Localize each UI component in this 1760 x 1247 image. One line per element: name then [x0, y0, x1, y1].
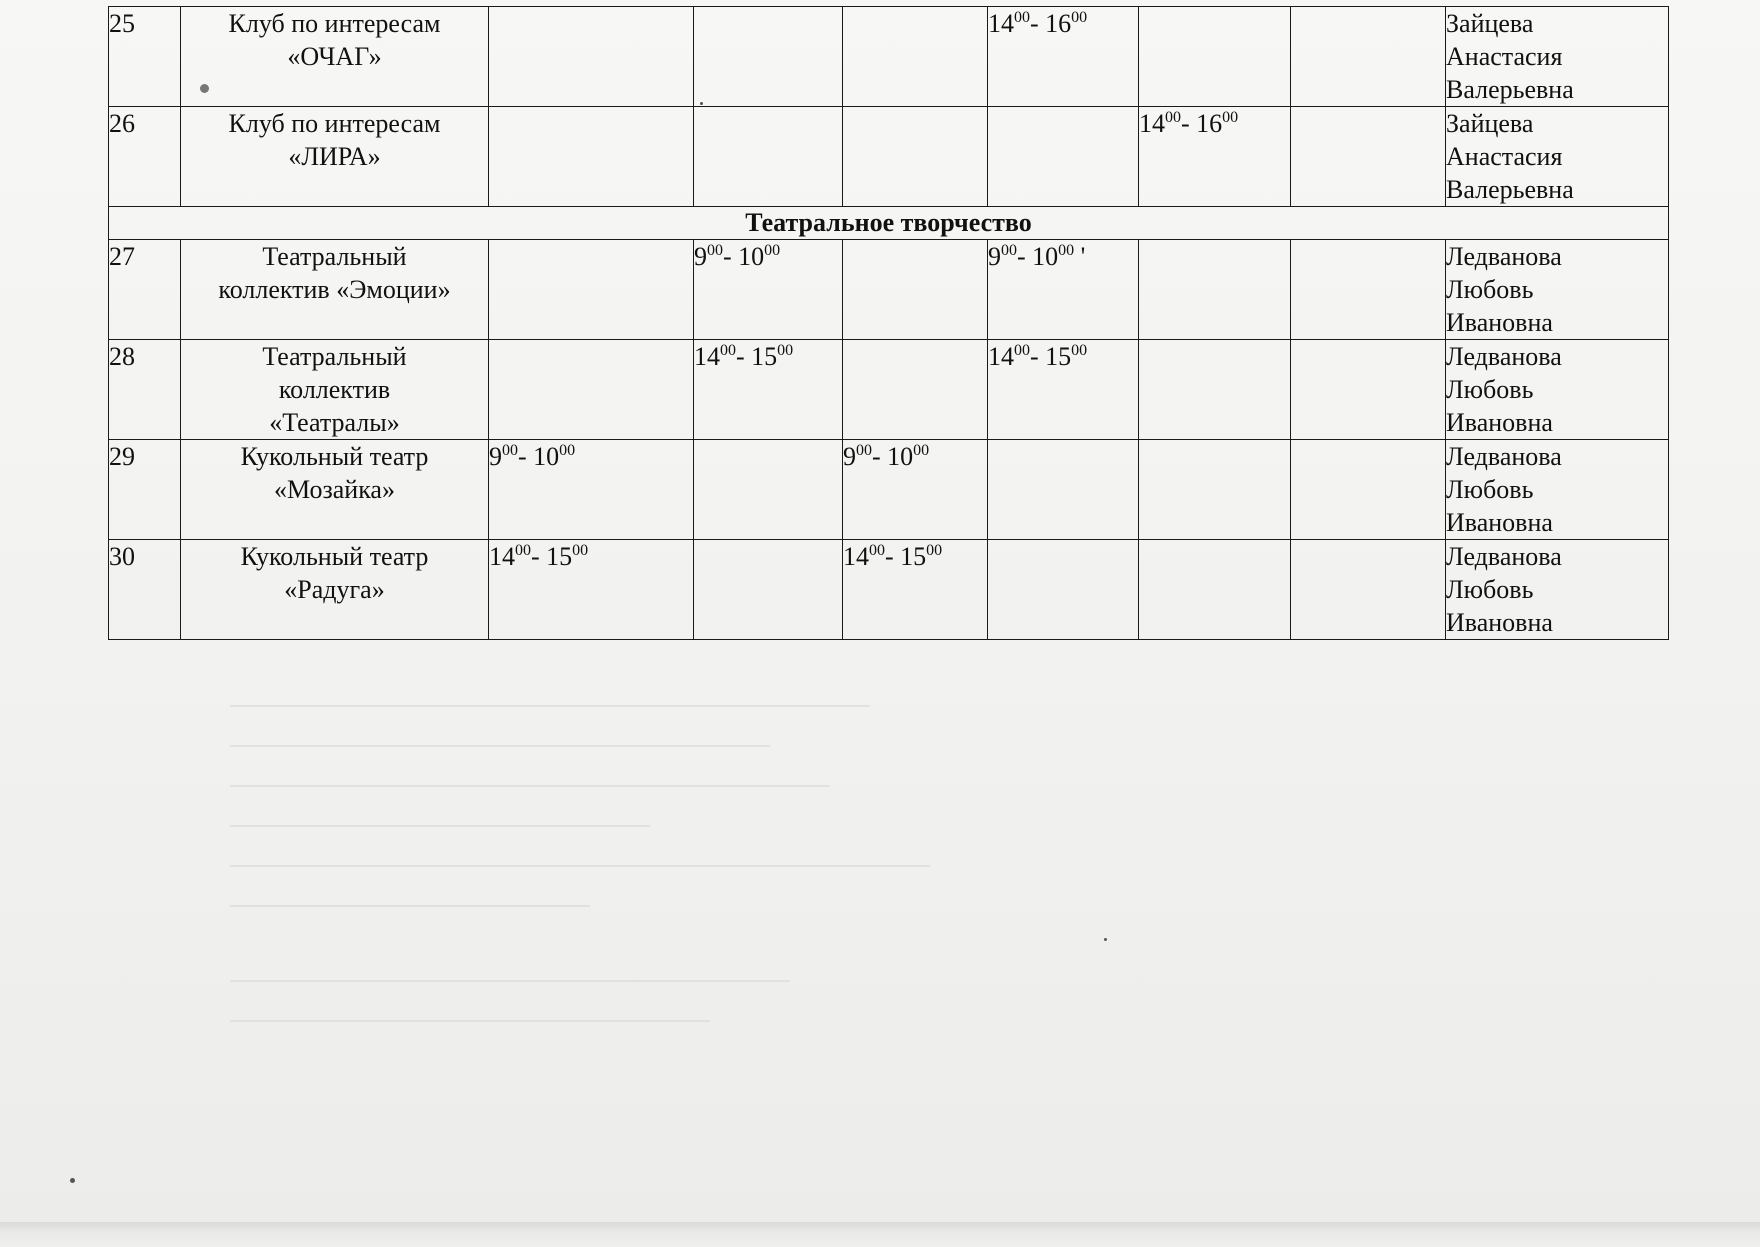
activity-name-line: Клуб по интересам: [228, 109, 441, 138]
empty-time-cell: [489, 340, 694, 440]
row-number: 29: [109, 440, 181, 540]
activity-name: [181, 440, 489, 540]
teacher-name-line: Ивановна: [1446, 308, 1553, 337]
empty-time-cell: [988, 440, 1139, 540]
empty-time-cell: [694, 540, 843, 640]
time-range: $14^{00}-$ $16^{00}$: [988, 9, 1088, 38]
section-title: Театральное творчество: [109, 207, 1669, 240]
activity-name-line: Кукольный театр: [240, 442, 429, 471]
time-cell: [694, 240, 843, 340]
minutes-start: 00: [1014, 9, 1030, 26]
table-row: [109, 7, 1669, 107]
empty-time-cell: [843, 240, 988, 340]
time-cell: [489, 540, 694, 640]
time-range: $14^{00}-$ $15^{00}$: [843, 542, 943, 571]
time-range: $14^{00}-$ $15^{00}$: [489, 542, 589, 571]
minutes-start: 00: [1001, 242, 1017, 259]
bleed-through-line: [230, 865, 930, 867]
minutes-start: 00: [515, 542, 531, 559]
teacher-name-line: Анастасия: [1446, 142, 1563, 171]
time-range: $14^{00}-$ $16^{00}$: [1139, 109, 1239, 138]
minutes-end: 00: [559, 442, 576, 459]
teacher-name-line: Валерьевна: [1446, 75, 1574, 104]
empty-time-cell: [1139, 240, 1291, 340]
teacher-name: [1446, 107, 1669, 207]
teacher-name: [1446, 540, 1669, 640]
bleed-through-line: [230, 1020, 710, 1022]
teacher-name-line: Ивановна: [1446, 408, 1553, 437]
bleed-through-line: [230, 705, 870, 707]
teacher-name-line: Любовь: [1446, 475, 1534, 504]
section-row: [109, 207, 1669, 240]
minutes-start: 00: [856, 442, 872, 459]
time-cell: [988, 240, 1139, 340]
activity-name: [181, 540, 489, 640]
activity-name: [181, 240, 489, 340]
bleed-through-line: [230, 745, 770, 747]
time-cell: [489, 440, 694, 540]
teacher-name-line: Ледванова: [1446, 542, 1562, 571]
empty-time-cell: [1139, 440, 1291, 540]
minutes-end: 00: [1071, 9, 1088, 26]
minutes-end: 00: [1058, 242, 1075, 259]
time-cell: [1139, 107, 1291, 207]
empty-time-cell: [489, 240, 694, 340]
activity-name-line: Кукольный театр: [240, 542, 429, 571]
activity-name-line: «Театралы»: [269, 408, 400, 437]
teacher-name: [1446, 440, 1669, 540]
row-number: 26: [109, 107, 181, 207]
empty-time-cell: [843, 340, 988, 440]
time-cell: [843, 540, 988, 640]
minutes-end: 00: [1071, 342, 1088, 359]
row-number: 25: [109, 7, 181, 107]
minutes-end: 00: [777, 342, 794, 359]
activity-name: [181, 107, 489, 207]
empty-time-cell: [694, 7, 843, 107]
activity-name-line: коллектив: [278, 375, 391, 404]
minutes-end: 00: [764, 242, 781, 259]
empty-time-cell: [1291, 7, 1446, 107]
empty-time-cell: [988, 107, 1139, 207]
time-cell: [988, 7, 1139, 107]
minutes-end: 00: [913, 442, 930, 459]
minutes-end: 00: [1222, 109, 1239, 126]
activity-name-line: «ОЧАГ»: [287, 42, 382, 71]
empty-time-cell: [1291, 340, 1446, 440]
time-cell: [988, 340, 1139, 440]
bleed-through-line: [230, 980, 790, 982]
activity-name: [181, 340, 489, 440]
minutes-start: 00: [869, 542, 885, 559]
table-row: [109, 440, 1669, 540]
teacher-name-line: Ледванова: [1446, 342, 1562, 371]
time-range: $14^{00}-$ $15^{00}$: [694, 342, 794, 371]
time-range: $9^{00}-$ $10^{00}$ ': [988, 242, 1086, 271]
empty-time-cell: [1291, 107, 1446, 207]
scan-speck: [70, 1178, 75, 1183]
empty-time-cell: [1139, 7, 1291, 107]
teacher-name-line: Ледванова: [1446, 242, 1562, 271]
time-cell: [694, 340, 843, 440]
teacher-name: [1446, 240, 1669, 340]
activity-name-line: Театральный: [262, 342, 407, 371]
activity-name-line: «Радуга»: [284, 575, 385, 604]
teacher-name: [1446, 7, 1669, 107]
teacher-name-line: Любовь: [1446, 375, 1534, 404]
time-range: $14^{00}-$ $15^{00}$: [988, 342, 1088, 371]
empty-time-cell: [843, 7, 988, 107]
minutes-end: 00: [572, 542, 589, 559]
bleed-through-line: [230, 785, 830, 787]
time-range: $9^{00}-$ $10^{00}$: [694, 242, 781, 271]
empty-time-cell: [489, 107, 694, 207]
teacher-name-line: Любовь: [1446, 275, 1534, 304]
empty-time-cell: [694, 107, 843, 207]
teacher-name-line: Любовь: [1446, 575, 1534, 604]
activity-name-line: «Мозайка»: [274, 475, 395, 504]
empty-time-cell: [1139, 540, 1291, 640]
time-range: $9^{00}-$ $10^{00}$: [843, 442, 930, 471]
time-range: $9^{00}-$ $10^{00}$: [489, 442, 576, 471]
minutes-start: 00: [720, 342, 736, 359]
table-row: [109, 240, 1669, 340]
teacher-name-line: Ивановна: [1446, 608, 1553, 637]
empty-time-cell: [694, 440, 843, 540]
empty-time-cell: [1291, 540, 1446, 640]
teacher-name-line: Ивановна: [1446, 508, 1553, 537]
teacher-name-line: Анастасия: [1446, 42, 1563, 71]
table-row: [109, 540, 1669, 640]
teacher-name-line: Зайцева: [1446, 9, 1534, 38]
minutes-start: 00: [1165, 109, 1181, 126]
schedule-table: [108, 6, 1669, 640]
bleed-through-line: [230, 825, 650, 827]
activity-name-line: «ЛИРА»: [288, 142, 381, 171]
time-cell: [843, 440, 988, 540]
row-number: 28: [109, 340, 181, 440]
empty-time-cell: [1291, 440, 1446, 540]
row-number: 27: [109, 240, 181, 340]
table-row: [109, 107, 1669, 207]
teacher-name-line: Зайцева: [1446, 109, 1534, 138]
activity-name-line: Клуб по интересам: [228, 9, 441, 38]
activity-name: [181, 7, 489, 107]
minutes-start: 00: [502, 442, 518, 459]
minutes-start: 00: [707, 242, 723, 259]
teacher-name: [1446, 340, 1669, 440]
minutes-start: 00: [1014, 342, 1030, 359]
empty-time-cell: [988, 540, 1139, 640]
schedule-body: [109, 7, 1669, 640]
scan-speck: [1104, 938, 1107, 941]
scan-bottom-edge: [0, 1222, 1760, 1247]
empty-time-cell: [843, 107, 988, 207]
minutes-end: 00: [926, 542, 943, 559]
empty-time-cell: [1291, 240, 1446, 340]
activity-name-line: коллектив «Эмоции»: [218, 275, 451, 304]
activity-name-line: Театральный: [262, 242, 407, 271]
teacher-name-line: Валерьевна: [1446, 175, 1574, 204]
bleed-through-line: [230, 905, 590, 907]
empty-time-cell: [489, 7, 694, 107]
empty-time-cell: [1139, 340, 1291, 440]
table-row: [109, 340, 1669, 440]
row-number: 30: [109, 540, 181, 640]
teacher-name-line: Ледванова: [1446, 442, 1562, 471]
